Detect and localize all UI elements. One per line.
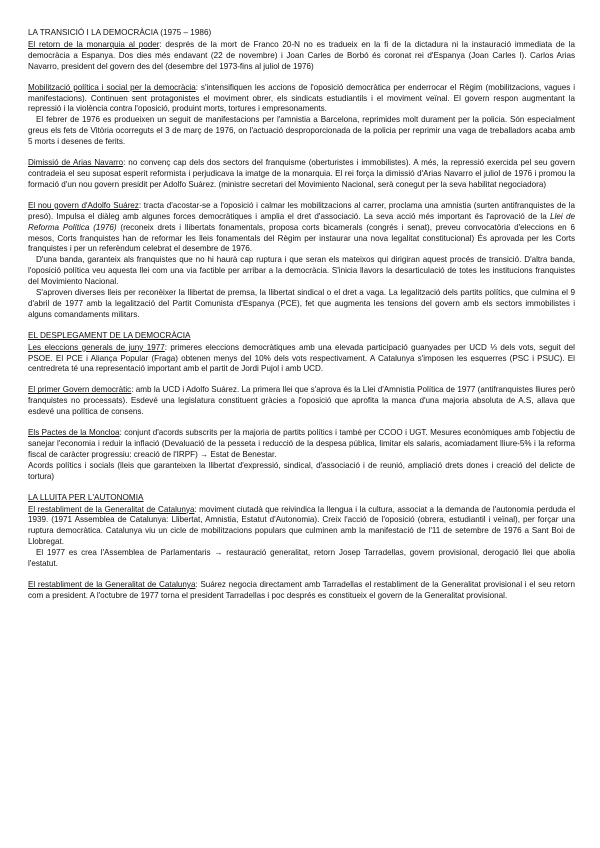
- text-primer-govern: : amb la UCD i Adolfo Suárez. La primera llei que s'aprova és la Llei d'Amnistia Política de 1977 (antifranquistes lliures però franquistes no processats). Esdevé una legislatura constituent gràcies a l'oposició que aprofita la manca d'una majoria absoluta de A.S, allava que esdevé una política de consens.: [28, 385, 575, 417]
- lead-retorn-monarquia: El retorn de la monarquia al poder: [28, 39, 160, 49]
- paragraph-primer-govern: [28, 385, 575, 418]
- text-restabliment-generalitat: : moviment ciutadà que reivindica la llengua i la cultura, associat a la demanda de l'autonomia perduda el 1939. (1971 Assemblea de Catalunya: Llibertat, Amnistia, Estatut d'Autonomia). Creix l'acció de l'oposició (obrera, estudiantil i veïnal), per forçar una ruptura democràtica. Catalunya viu un cicle de mobilitzacions populars que culminen amb la manifestació de l'11 de setembre de 1976 a Sant Boi de Llobregat.: [28, 504, 575, 547]
- text-llei-reforma-politica: Llei de Reforma Política (1976): [28, 211, 575, 232]
- paragraph-acords-politics: Acords polítics i socials (lleis que garanteixen la llibertat d'expressió, sindical, d'associació i de reunió, ampliació drets dones i creació del delicte de tortura): [28, 460, 575, 481]
- text-retorn-monarquia: : després de la mort de Franco 20-N no es tradueix en la fi de la dictadura ni la instauració immediata de la democràcia a Espanya. Dos dies més endavant (22 de novembre) i Joan Carles de Borbó és coronat rei d'Espanya (Joan Carles I). Carlos Arias Navarro, president del govern des del (desembre del 1973-fins al juliol de 1976): [28, 39, 575, 71]
- paragraph-aproven-lleis: S'aproven diverses lleis per reconèixer la llibertat de premsa, la llibertat sindical o el dret a vaga. La legalització dels partits polítics, que culmina el 9 d'abril de 1977 amb la legalització del Partit Comunista d'Espanya (PCE), fet que augmenta les tensions del govern amb els sectors immobilistes i alguns comandaments militars.: [28, 288, 575, 319]
- paragraph-febrer-1976: El febrer de 1976 es produeixen un seguit de manifestacions per l'amnistia a Barcelona, reprimides molt durament per la policia. Són especialment greus els fets de Vitòria ocorreguts el 3 de març de 1976, on l'actuació desproporcionada de la policia per reprimir una vaga de treballadors acaba amb 5 morts i desenes de ferits.: [28, 115, 575, 147]
- paragraph-pactes-moncloa: [28, 428, 575, 461]
- lead-dimissio-arias: Dimissió de Arias Navarro: [28, 158, 124, 168]
- lead-pactes-moncloa: Els Pactes de la Moncloa: [28, 428, 120, 438]
- text-dimissio-arias: : no convenç cap dels dos sectors del franquisme (oberturistes i immobilistes). A més, la repressió exercida pel seu govern contradeia el seu suposat esperit reformista i perjudicava la imatge de la monarquia. El rei força la dimissió d'Arias Navarro el juliol de 1976 i promou la formació d'un nou govern presidit per Adolfo Suárez. (ministre secretari del Movimiento Nacional, serà conegut per la seva habilitat negociadora): [28, 158, 575, 189]
- text-govern-suarez-b: (reconeix drets i llibertats fonamentals, proposa corts bicamerals (congrés i senat), preveu convocatòria d'eleccions en 6 mesos, Corts franquistes han de reformar les lleis fonamentals del Règim per instaurar una nova legalitat constitucional) És aprovada per les Corts franquistes i per un referèndum celebrat el desembre de 1976.: [28, 222, 575, 254]
- section-title-transicio: LA TRANSICIÓ I LA DEMOCRÀCIA (1975 – 1986): [28, 28, 212, 37]
- lead-restabliment-generalitat: El restabliment de la Generalitat de Catalunya: [28, 504, 195, 514]
- paragraph-assemblea-parlamentaris: El 1977 es crea l'Assemblea de Parlamentaris → restauració generalitat, retorn Josep Tarradellas, govern provisional, derogació llei que abolia l'estatut.: [28, 548, 575, 569]
- text-mobilitzacio: : s'intensifiquen les accions de l'oposició democràtica per enderrocar el Règim (mobilitzacions, vagues i manifestacions). Continuen sent protagonistes el moviment obrer, els sindicats estudiantils i el moviment veïnal. El govern respon augmentant la repressió i la violència contra l'oposició, produint morts, tortures i empresonaments.: [28, 82, 575, 114]
- text-govern-suarez-a: : tracta d'acostar-se a l'oposició i calmar les mobilitzacions al carrer, proclama una amnistia (surten antifranquistes de la presó). Impulsa el diàleg amb algunes forces democràtiques i amplia el dret d'associació. La seva acció més important és l'aprovació de la: [28, 200, 575, 221]
- paragraph-una-banda: D'una banda, garanteix als franquistes que no hi haurà cap ruptura i que seran els mateixos qui dirigiran aquest procés de transició. D'altra banda, l'oposició política veu aquesta llei com una via factible per arribar a la democràcia. S'inicia llavors la desarticulació de totes les institucions franquistes del Movimiento Nacional.: [28, 255, 575, 287]
- text-eleccions-1977: : primeres eleccions democràtiques amb una elevada participació guanyades per UCD ⅓ dels vots, seguit del PSOE. El PCE i Aliança Popular (Fraga) obtenen menys del 10% dels vots respectivament. A Catalunya s'imposen les esquerres (PSC i PSUC). El centredreta té una representació important amb el partit de Jordi Pujol i amb UCD.: [28, 342, 575, 374]
- paragraph-retorn-monarquia: [28, 40, 575, 73]
- section-title-desplegament: EL DESPLEGAMENT DE LA DEMOCRÀCIA: [28, 330, 191, 340]
- paragraph-eleccions-1977: [28, 343, 575, 376]
- paragraph-restabliment-generalitat: [28, 505, 575, 549]
- paragraph-mobilitzacio: [28, 83, 575, 116]
- paragraph-govern-suarez: [28, 201, 575, 256]
- paragraph-dimissio-arias: [28, 158, 575, 191]
- section-title-autonomia: LA LLUITA PER L'AUTONOMIA: [28, 492, 144, 502]
- lead-mobilitzacio: Mobilització política i social per la democràcia: [28, 82, 196, 92]
- text-restabliment-provisional: : Suárez negocia directament amb Tarradellas el restabliment de la Generalitat provisional i el seu retorn com a president. A l'octubre de 1977 torna el president Tarradellas i poc després es constitueix el govern de la Generalitat provisional.: [28, 579, 575, 600]
- lead-primer-govern: El primer Govern democràtic: [28, 385, 132, 395]
- lead-eleccions-1977: Les eleccions generals de juny 1977: [28, 342, 165, 352]
- lead-govern-suarez: El nou govern d'Adolfo Suárez: [28, 200, 139, 210]
- text-pactes-moncloa: : conjunt d'acords subscrits per la majoria de partits polítics i també per CCOO i UGT. Mesures econòmiques amb l'objectiu de sanejar l'economia i reduir la inflació (Devaluació de la pesseta i reducció de la despesa pública, limitar els salaris, acomiadament lliure-5% i la reforma fiscal de caràcter progressiu: creació de l'IRPF) → Estat de Benestar.: [28, 428, 575, 459]
- paragraph-restabliment-provisional: [28, 580, 575, 602]
- lead-restabliment-provisional: El restabliment de la Generalitat de Catalunya: [28, 579, 196, 589]
